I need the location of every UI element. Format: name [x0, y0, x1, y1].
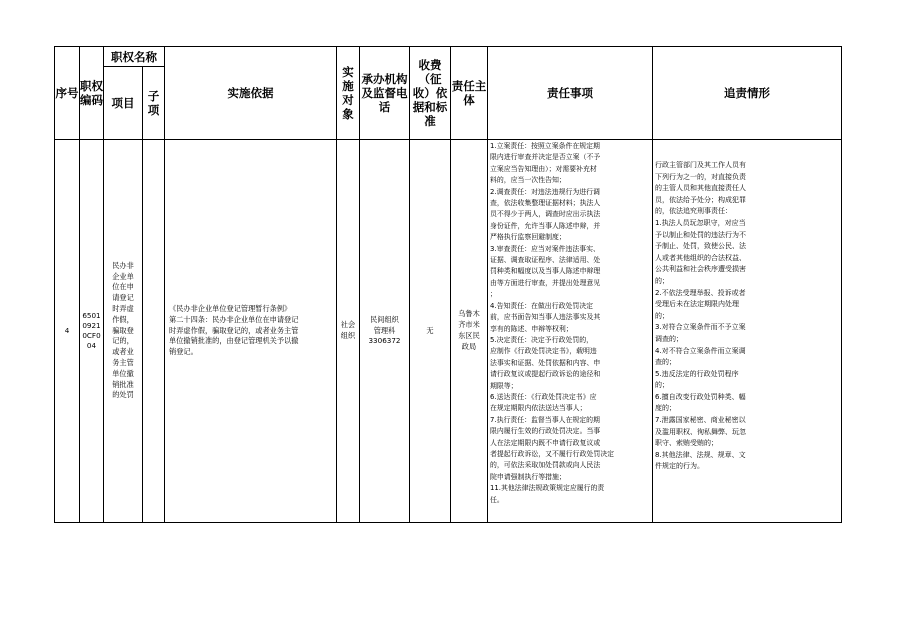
accountability-line: 公共利益和社会秩序遭受损害 [655, 265, 746, 274]
item-line: 记的， [112, 336, 134, 346]
header-duties: 责任事项 [488, 47, 653, 140]
duty-line: 院申请强制执行等措施； [490, 472, 566, 481]
item-line: 民办非 [112, 260, 134, 270]
item-line: 骗取登 [112, 325, 134, 335]
duty-line: 4.告知责任：在做出行政处罚决定 [490, 301, 594, 310]
basis-line: 《民办非企业单位登记管理暂行条例》 [169, 304, 292, 313]
duty-line: 2.调查责任：对违法违规行为进行调 [490, 187, 600, 196]
duty-line: 任。 [490, 495, 504, 504]
item-line: 作假， [112, 314, 134, 324]
item-line: 位在申 [112, 282, 134, 292]
accountability-line: 的； [655, 381, 669, 390]
accountability-line: 行政主管部门及其工作人员有 [655, 161, 746, 169]
subject-line: 乌鲁木 [458, 309, 480, 319]
accountability-line: 度的； [655, 404, 676, 413]
duty-line: 由等方面进行审查，并提出处理意见 [490, 278, 601, 287]
header-row-1 [55, 47, 842, 67]
power-list-table [54, 46, 842, 523]
code-line: 6501 [82, 311, 101, 320]
duty-line: 期限等； [490, 381, 518, 390]
cell-accountability [653, 140, 842, 523]
accountability-line: 件规定的行为。 [655, 462, 704, 471]
cell-code [80, 140, 104, 523]
target-line: 社会 [340, 320, 356, 330]
header-item: 项目 [104, 67, 143, 140]
accountability-line: 3.对符合立案条件而不予立案 [655, 323, 746, 332]
accountability-line: 调查的； [655, 334, 683, 343]
accountability-line: 予制止、处罚，致使公民、法 [655, 242, 746, 251]
cell-item [104, 140, 143, 523]
item-line: 请登记 [112, 293, 134, 303]
accountability-line: 受理后未在法定期限内处理 [655, 300, 739, 309]
accountability-line: 8.其他法律、法规、规章、文 [655, 450, 746, 459]
cell-target [337, 140, 360, 523]
header-org: 承办机构及监督电话 [360, 47, 410, 140]
basis-line: 第二十四条：民办非企业单位在申请登记 [169, 314, 299, 324]
accountability-line: 及滥用职权、徇私舞弊、玩忽 [655, 427, 746, 436]
cell-duties [488, 140, 653, 523]
header-code: 职权编码 [80, 47, 104, 140]
accountability-line: 的； [655, 311, 669, 320]
duty-line: 严格执行监察回避制度； [490, 233, 566, 242]
org-line: 3306372 [368, 336, 401, 346]
accountability-line: 职守、索贿受贿的； [655, 439, 718, 448]
basis-line: 单位撤销批准的，由登记管理机关予以撤 [169, 336, 299, 346]
duty-line: 身份证件，允许当事人陈述申辩，并 [490, 221, 601, 230]
accountability-line: 4.对不符合立案条件而立案调 [655, 346, 746, 355]
header-seq: 序号 [55, 47, 80, 140]
accountability-line: 的，依法追究刑事责任： [655, 207, 732, 216]
accountability-line: 查的； [655, 358, 676, 367]
duty-line: 的，可依法采取加处罚款或向人民法 [490, 461, 601, 470]
accountability-line: 7.泄露国家秘密、商业秘密以 [655, 416, 746, 425]
subject-line: 东区民 [458, 331, 480, 340]
duty-line: 在规定期限内依法送达当事人； [490, 404, 587, 413]
duty-line: 证据、调查取证程序、法律适用、处 [490, 256, 601, 265]
accountability-line: 的； [655, 276, 669, 285]
table-row [55, 140, 842, 523]
duty-line: 限内履行生效的行政处罚决定。当事 [490, 427, 601, 436]
header-subject: 责任主体 [451, 47, 488, 140]
accountability-line: 下列行为之一的，对直接负责 [655, 172, 746, 181]
accountability-line: 的主管人员和其他直接责任人 [655, 184, 746, 193]
duty-line: 罚种类和幅度以及当事人陈述申辩理 [490, 267, 601, 276]
duty-line: 3.审查责任：应当对案件违法事实、 [490, 244, 600, 253]
duty-line: 者提起行政诉讼，又不履行行政处罚决定 [490, 449, 615, 458]
item-line: 时弄虚 [112, 304, 134, 313]
duty-line: 人在法定期限内既不申请行政复议或 [490, 438, 601, 447]
cell-subitem [143, 140, 165, 523]
item-line: 务主管 [112, 357, 134, 367]
duty-line: 11.其他法律法规政策规定应履行的责 [490, 484, 605, 493]
org-line: 民间组织 [370, 314, 399, 324]
accountability-line: 1.执法人员玩忽职守，对应当 [655, 218, 746, 227]
duty-line: ； [490, 290, 497, 299]
code-line: 04 [86, 341, 97, 350]
accountability-line: 人或者其他组织的合法权益、 [655, 253, 746, 262]
accountability-line: 2.不依法受理举报、投诉或者 [655, 288, 746, 297]
basis-line: 销登记。 [169, 347, 198, 357]
duty-line: 限内进行审查并决定是否立案（不予 [490, 153, 601, 162]
duty-line: 料的，应当一次性告知； [490, 176, 566, 185]
duty-line: 1.立案责任：按照立案条件在规定期 [490, 142, 600, 150]
accountability-line: 予以制止和处罚的违法行为不 [655, 230, 746, 239]
target-line: 组织 [340, 331, 356, 340]
subject-line: 齐市米 [458, 320, 480, 330]
duty-line: 请行政复议或提起行政诉讼的途径和 [490, 370, 601, 379]
basis-line: 时弄虚作假，骗取登记的，或者业务主管 [169, 325, 299, 335]
duty-line: 前，应书面告知当事人违法事实及其 [490, 313, 601, 322]
duty-line: 5.决定责任：决定予行政处罚的， [490, 335, 594, 344]
header-power-name: 职权名称 [104, 47, 165, 67]
duty-line: 6.送达责任：《行政处罚决定书》应 [490, 392, 597, 401]
code-line: 0CF0 [82, 331, 101, 340]
duty-line: 员不得少于两人，调查时应出示执法 [490, 210, 601, 219]
org-line: 管理科 [373, 325, 396, 335]
header-fee: 收费（征收）依据和标准 [410, 47, 451, 140]
item-line: 或者业 [112, 347, 134, 357]
header-target: 实施对象 [337, 47, 360, 140]
item-line: 的处罚 [112, 390, 134, 400]
duty-line: 享有的陈述、申辩等权利； [490, 324, 573, 333]
cell-fee: 无 [410, 140, 451, 523]
cell-org [360, 140, 410, 523]
accountability-line: 6.擅自改变行政处罚种类、幅 [655, 392, 746, 401]
duty-line: 立案应当告知理由）；对需要补充材 [490, 164, 597, 173]
accountability-line: 5.违反法定的行政处罚程序 [655, 369, 739, 378]
accountability-line: 员，依法给予处分；构成犯罪 [655, 195, 746, 204]
subject-line: 政局 [461, 341, 477, 351]
header-basis: 实施依据 [165, 47, 337, 140]
duty-line: 应制作《行政处罚决定书》，载明违 [490, 347, 597, 356]
header-accountability: 追责情形 [653, 47, 842, 140]
item-line: 销批准 [112, 379, 134, 389]
header-subitem: 子项 [143, 67, 165, 140]
cell-subject [451, 140, 488, 523]
duty-line: 7.执行责任：监督当事人在规定的期 [490, 415, 600, 424]
item-line: 单位撤 [112, 368, 134, 378]
item-line: 企业单 [112, 271, 134, 281]
code-line: 0921 [82, 321, 101, 330]
cell-seq: 4 [55, 140, 80, 523]
duty-line: 查，依法收集整理证据材料；执法人 [490, 199, 601, 208]
duty-line: 法事实和证据、处罚依据和内容、申 [490, 358, 601, 367]
cell-basis [165, 140, 337, 523]
